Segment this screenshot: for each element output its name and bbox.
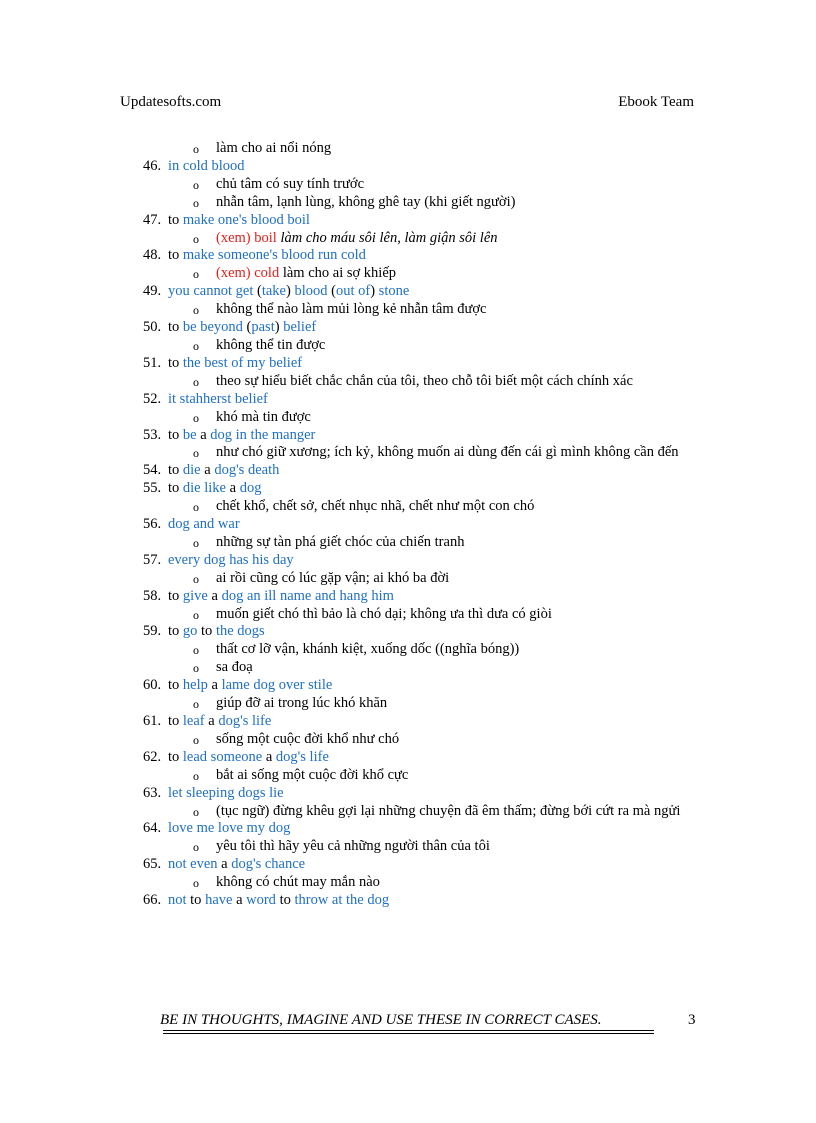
idiom-entry	[0, 283, 816, 301]
entry-number: 65.	[143, 856, 162, 873]
text-segment: to	[197, 623, 216, 640]
bullet-circle-icon: o	[193, 410, 199, 425]
text-segment: )	[274, 319, 284, 336]
meaning-item	[0, 265, 816, 283]
bullet-circle-icon: o	[193, 338, 199, 353]
bullet-circle-icon: o	[193, 303, 199, 318]
text-segment: a	[204, 713, 219, 729]
bullet-circle-icon: o	[193, 607, 199, 622]
idiom-entry	[0, 247, 816, 265]
idiom-keyword: out of	[335, 283, 371, 300]
idiom-keyword: lead someone	[182, 748, 263, 765]
text-segment: to	[186, 892, 206, 909]
meaning-item	[0, 803, 816, 821]
text-segment: a	[226, 480, 240, 497]
text-segment: ai rồi cũng có lúc gặp vận; ai khó ba đời	[216, 569, 450, 586]
text-segment: yêu tôi thì hãy yêu cả những người thân của tôi	[216, 838, 490, 855]
idiom-keyword: make someone's blood run cold	[182, 247, 366, 264]
bullet-circle-icon: o	[193, 643, 199, 658]
text-segment: chủ tâm có suy tính trước	[216, 175, 365, 192]
text-segment: )	[370, 283, 379, 300]
bullet-circle-icon: o	[193, 571, 199, 586]
text-segment: a	[196, 426, 211, 443]
idiom-entry	[0, 820, 816, 838]
text-segment: to	[168, 462, 183, 479]
text-segment: a	[207, 587, 222, 604]
bullet-circle-icon: o	[193, 732, 199, 747]
meaning-item	[0, 838, 816, 856]
text-segment: to	[168, 480, 183, 497]
idiom-entry	[0, 391, 816, 409]
text-segment: chết khổ, chết sở, chết nhục nhã, chết như một con chó	[216, 498, 535, 515]
entry-number: 60.	[143, 677, 162, 694]
bullet-circle-icon: o	[193, 661, 199, 676]
text-segment: (	[242, 319, 252, 336]
idiom-keyword: love me love my dog	[168, 820, 291, 837]
idiom-keyword: every dog has his day	[168, 551, 294, 568]
bullet-circle-icon: o	[193, 142, 199, 156]
text-segment: to	[168, 748, 183, 765]
text-segment: theo sự hiểu biết chắc chắn của tôi, theo chỗ tôi biết một cách chính xác	[216, 372, 633, 389]
idiom-keyword: dog's life	[218, 713, 272, 729]
bullet-circle-icon: o	[193, 804, 199, 819]
entry-number: 57.	[143, 551, 162, 568]
meaning-item	[0, 140, 816, 158]
meaning-item	[0, 534, 816, 552]
page-number: 3	[688, 1012, 696, 1028]
idiom-keyword: go	[182, 623, 198, 640]
idiom-keyword: it stahherst belief	[168, 390, 268, 407]
idiom-keyword: word	[246, 892, 276, 909]
entry-number: 64.	[143, 820, 162, 837]
idiom-keyword: dog's death	[214, 462, 280, 479]
cross-reference: (xem) cold	[216, 265, 280, 282]
bullet-circle-icon: o	[193, 231, 199, 246]
idiom-keyword: be beyond	[182, 319, 243, 336]
idiom-keyword: throw at the dog	[294, 892, 390, 909]
idiom-entry	[0, 623, 816, 641]
text-segment: a	[262, 748, 276, 765]
footer-slogan: BE IN THOUGHTS, IMAGINE AND USE THESE IN CORRECT CASES.	[160, 1012, 602, 1028]
entry-number: 46.	[143, 157, 162, 174]
entry-number: 55.	[143, 480, 162, 497]
text-segment: to	[168, 623, 183, 640]
text-segment: nhẫn tâm, lạnh lùng, không ghê tay (khi giết người)	[216, 193, 516, 210]
idiom-keyword: past	[251, 319, 275, 336]
bullet-circle-icon: o	[193, 195, 199, 210]
text-segment: khó mà tin được	[216, 408, 311, 425]
meaning-item	[0, 194, 816, 212]
entry-number: 66.	[143, 892, 162, 909]
meaning-item	[0, 230, 816, 248]
entry-number: 62.	[143, 748, 162, 765]
idiom-keyword: not	[168, 892, 187, 909]
idiom-keyword: the dogs	[215, 623, 265, 640]
idiom-keyword: help	[182, 677, 208, 694]
idiom-keyword: dog in the manger	[210, 426, 316, 443]
idiom-keyword: make one's blood boil	[182, 211, 310, 228]
idiom-entry	[0, 588, 816, 606]
idiom-keyword: the best of my belief	[182, 354, 303, 371]
meaning-item	[0, 337, 816, 355]
idiom-keyword: have	[205, 892, 233, 909]
text-segment: )	[286, 283, 295, 300]
text-segment: a	[217, 856, 232, 873]
text-segment: thất cơ lỡ vận, khánh kiệt, xuống dốc ((nghĩa bóng))	[216, 641, 520, 658]
idiom-keyword: stone	[378, 283, 410, 300]
entry-number: 63.	[143, 784, 162, 801]
text-segment: to	[168, 319, 183, 336]
idiom-list	[0, 140, 816, 910]
meaning-item	[0, 659, 816, 677]
bullet-circle-icon: o	[193, 535, 199, 550]
idiom-keyword: die like	[182, 480, 226, 497]
idiom-entry	[0, 462, 816, 480]
idiom-keyword: you cannot get	[168, 283, 254, 300]
meaning-item	[0, 373, 816, 391]
idiom-entry	[0, 552, 816, 570]
meaning-item	[0, 641, 816, 659]
idiom-keyword: in cold blood	[168, 157, 245, 174]
entry-number: 56.	[143, 516, 162, 533]
entry-number: 59.	[143, 623, 162, 640]
idiom-entry	[0, 355, 816, 373]
entry-number: 61.	[143, 713, 162, 729]
meaning-item	[0, 606, 816, 624]
idiom-keyword: leaf	[182, 713, 205, 729]
idiom-entry	[0, 427, 816, 445]
text-segment: a	[200, 462, 215, 479]
footer-rule-top	[163, 1030, 654, 1031]
text-segment: to	[168, 354, 183, 371]
idiom-keyword: belief	[283, 319, 317, 336]
entry-number: 52.	[143, 390, 162, 407]
idiom-entry	[0, 785, 816, 803]
idiom-keyword: lame dog over stile	[221, 677, 333, 694]
bullet-circle-icon: o	[193, 840, 199, 855]
text-segment: như chó giữ xương; ích kỷ, không muốn ai dùng đến cái gì mình không cần đến	[216, 444, 679, 461]
idiom-entry	[0, 856, 816, 874]
header-team-name: Ebook Team	[618, 94, 694, 110]
text-segment: (	[253, 283, 262, 300]
text-segment: a	[232, 892, 247, 909]
text-segment: sống một cuộc đời khổ như chó	[216, 730, 400, 747]
idiom-keyword: not even	[168, 856, 218, 873]
idiom-keyword: be	[182, 426, 197, 443]
text-segment: (	[327, 283, 336, 300]
text-segment: to	[168, 426, 183, 443]
idiom-keyword: die	[182, 462, 201, 479]
idiom-entry	[0, 749, 816, 767]
idiom-keyword: blood	[294, 283, 328, 300]
text-segment: không có chút may mắn nào	[216, 874, 380, 891]
idiom-entry	[0, 713, 816, 731]
text-segment: to	[168, 247, 183, 264]
idiom-entry	[0, 319, 816, 337]
bullet-circle-icon: o	[193, 500, 199, 515]
idiom-entry	[0, 677, 816, 695]
idiom-keyword: dog's life	[275, 748, 329, 765]
text-segment: to	[168, 211, 183, 228]
meaning-item	[0, 874, 816, 892]
bullet-circle-icon: o	[193, 876, 199, 891]
meaning-item	[0, 767, 816, 785]
text-segment: bắt ai sống một cuộc đời khổ cực	[216, 766, 409, 783]
text-segment: to	[168, 677, 183, 694]
idiom-entry	[0, 212, 816, 230]
entry-number: 51.	[143, 354, 162, 371]
bullet-circle-icon: o	[193, 768, 199, 783]
idiom-entry	[0, 892, 816, 910]
text-segment: to	[168, 587, 183, 604]
bullet-circle-icon: o	[193, 697, 199, 712]
meaning-item	[0, 444, 816, 462]
entry-number: 53.	[143, 426, 162, 443]
text-segment: to	[275, 892, 295, 909]
meaning-item	[0, 176, 816, 194]
text-segment: (tục ngữ) đừng khêu gợi lại những chuyện đã êm thấm; đừng bới cứt ra mà ngửi	[216, 802, 681, 819]
text-segment: những sự tàn phá giết chóc của chiến tranh	[216, 533, 465, 550]
bullet-circle-icon: o	[193, 267, 199, 282]
text-segment: không thể nào làm mủi lòng kẻ nhẫn tâm được	[216, 301, 487, 318]
text-segment: a	[207, 677, 222, 694]
text-segment: giúp đỡ ai trong lúc khó khăn	[216, 695, 388, 712]
header-site-name: Updatesofts.com	[120, 94, 222, 110]
meaning-item	[0, 301, 816, 319]
entry-number: 49.	[143, 283, 162, 300]
text-segment: to	[168, 713, 183, 729]
bullet-circle-icon: o	[193, 446, 199, 461]
meaning-item	[0, 498, 816, 516]
bullet-circle-icon: o	[193, 374, 199, 389]
entry-number: 50.	[143, 319, 162, 336]
text-segment: làm cho ai sợ khiếp	[279, 265, 397, 282]
text-segment: làm cho máu sôi lên, làm giận sôi lên	[280, 229, 498, 246]
footer-rule-bottom	[163, 1033, 654, 1034]
text-segment: sa đoạ	[216, 659, 253, 676]
idiom-keyword: take	[261, 283, 286, 300]
text-segment: không thể tin được	[216, 336, 326, 353]
idiom-entry	[0, 516, 816, 534]
text-segment: muốn giết chó thì bảo là chó dại; không ưa thì dưa có giòi	[216, 605, 552, 622]
entry-number: 58.	[143, 587, 162, 604]
idiom-entry	[0, 480, 816, 498]
idiom-keyword: dog	[239, 480, 262, 497]
meaning-item	[0, 695, 816, 713]
idiom-keyword: dog an ill name and hang him	[221, 587, 394, 604]
cross-reference: (xem) boil	[216, 229, 277, 246]
idiom-keyword: let sleeping dogs lie	[168, 784, 284, 801]
meaning-item	[0, 570, 816, 588]
entry-number: 47.	[143, 211, 162, 228]
idiom-keyword: give	[182, 587, 208, 604]
idiom-keyword: dog's chance	[231, 856, 306, 873]
bullet-circle-icon: o	[193, 177, 199, 192]
meaning-item	[0, 731, 816, 749]
idiom-entry	[0, 158, 816, 176]
meaning-item	[0, 409, 816, 427]
text-segment: làm cho ai nổi nóng	[216, 140, 332, 156]
idiom-keyword: dog and war	[168, 516, 240, 533]
entry-number: 54.	[143, 462, 162, 479]
entry-number: 48.	[143, 247, 162, 264]
